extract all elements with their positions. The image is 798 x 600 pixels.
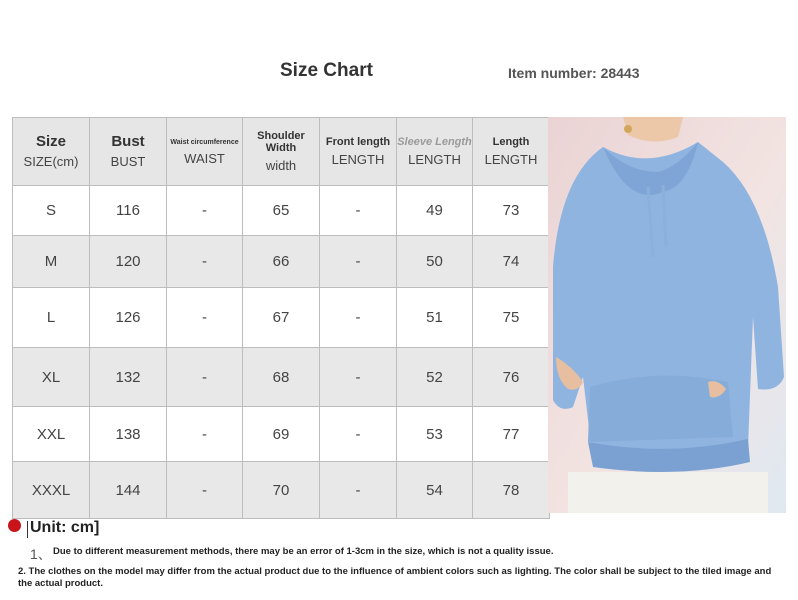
table-row	[13, 462, 550, 519]
table-cell: 116	[90, 186, 167, 236]
table-cell: 50	[397, 236, 473, 288]
table-cell: -	[167, 186, 243, 236]
header-sleeve-length: Sleeve Length LENGTH	[397, 118, 473, 186]
table-cell: S	[13, 186, 90, 236]
table-cell: -	[320, 348, 397, 407]
table-cell: -	[167, 288, 243, 348]
table-cell: 69	[243, 407, 320, 462]
note-1-number: 1、	[30, 546, 52, 562]
table-cell: 138	[90, 407, 167, 462]
table-cell: 78	[473, 462, 550, 519]
header-waist: Waist circumference WAIST	[167, 118, 243, 186]
table-row	[13, 348, 550, 407]
table-cell: 73	[473, 186, 550, 236]
table-cell: -	[320, 407, 397, 462]
table-cell: 68	[243, 348, 320, 407]
table-row	[13, 236, 550, 288]
table-cell: 67	[243, 288, 320, 348]
table-row	[13, 407, 550, 462]
header-length: Length LENGTH	[473, 118, 550, 186]
table-cell: 52	[397, 348, 473, 407]
table-cell: 120	[90, 236, 167, 288]
header-front-length: Front length LENGTH	[320, 118, 397, 186]
table-cell: -	[320, 236, 397, 288]
table-cell: 126	[90, 288, 167, 348]
table-cell: 53	[397, 407, 473, 462]
table-header-row	[13, 118, 550, 186]
unit-label: Unit: cm]	[30, 519, 100, 536]
table-cell: -	[320, 288, 397, 348]
table-cell: 132	[90, 348, 167, 407]
table-cell: 77	[473, 407, 550, 462]
table-cell: XL	[13, 348, 90, 407]
table-cell: 66	[243, 236, 320, 288]
table-cell: 49	[397, 186, 473, 236]
table-cell: 54	[397, 462, 473, 519]
model-photo	[548, 117, 786, 513]
table-cell: -	[167, 462, 243, 519]
header-bust: Bust BUST	[90, 118, 167, 186]
table-cell: XXL	[13, 407, 90, 462]
note-2: 2. The clothes on the model may differ from the actual product due to the influence of ambient colors such as lighting. The color shall be subject to the tiled image and the actual product.	[18, 566, 772, 589]
header-size: Size SIZE(cm)	[13, 118, 90, 186]
header-shoulder: Shoulder Width width	[243, 118, 320, 186]
table-cell: M	[13, 236, 90, 288]
table-cell: 144	[90, 462, 167, 519]
hoodie-illustration	[548, 117, 786, 513]
table-cell: L	[13, 288, 90, 348]
page-title: Size Chart	[280, 60, 373, 81]
table-row	[13, 186, 550, 236]
text-cursor	[27, 521, 28, 538]
bullet-dot	[8, 519, 21, 532]
table-cell: -	[320, 462, 397, 519]
item-number: Item number: 28443	[508, 65, 640, 81]
table-cell: 74	[473, 236, 550, 288]
note-1: Due to different measurement methods, there may be an error of 1-3cm in the size, which is not a quality issue.	[53, 546, 554, 557]
table-cell: 76	[473, 348, 550, 407]
table-cell: 70	[243, 462, 320, 519]
table-cell: 65	[243, 186, 320, 236]
table-row	[13, 288, 550, 348]
table-cell: -	[167, 236, 243, 288]
table-cell: -	[320, 186, 397, 236]
table-cell: 75	[473, 288, 550, 348]
table-cell: -	[167, 348, 243, 407]
table-cell: XXXL	[13, 462, 90, 519]
table-cell: -	[167, 407, 243, 462]
size-chart-table	[12, 117, 550, 519]
table-cell: 51	[397, 288, 473, 348]
